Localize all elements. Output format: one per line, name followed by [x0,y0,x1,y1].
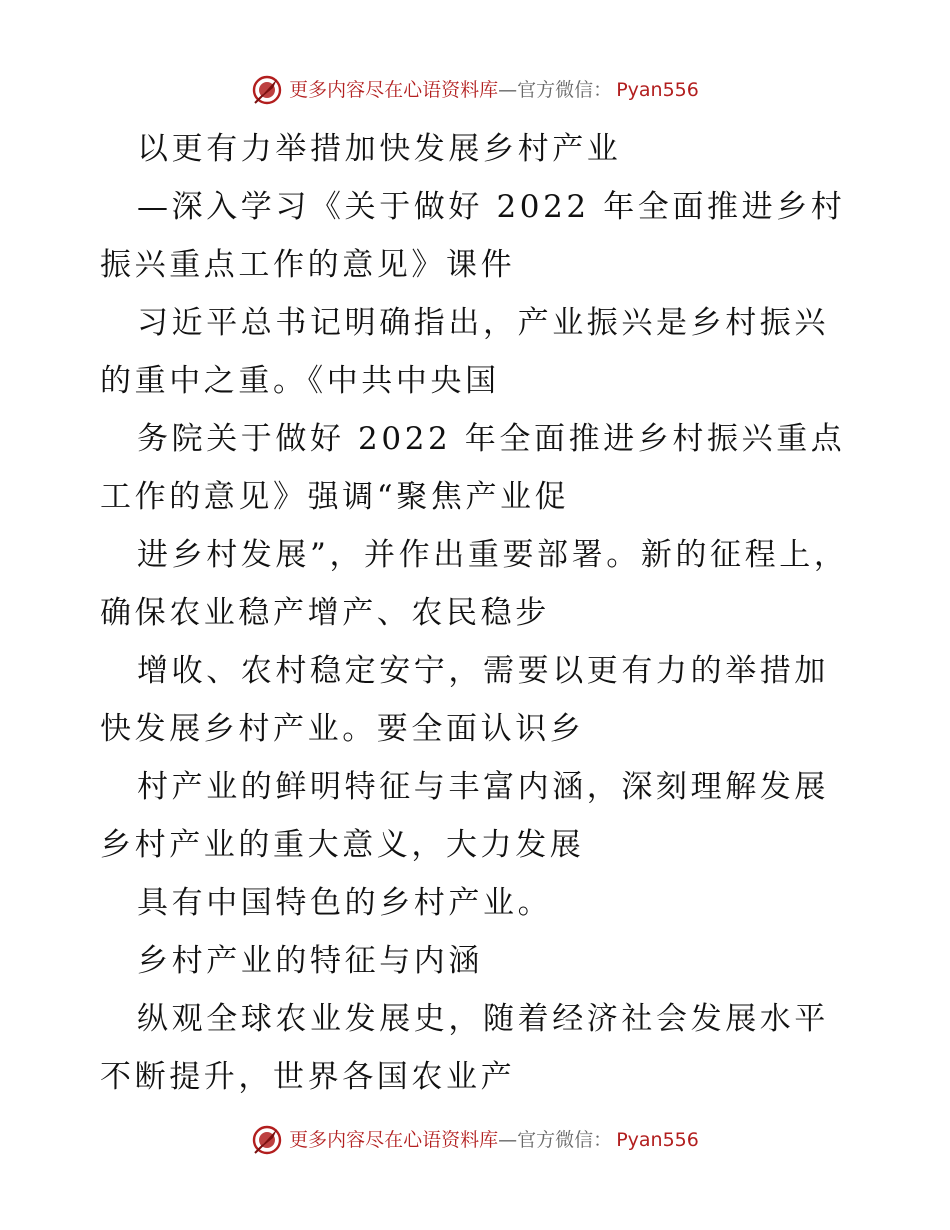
doc-subtitle: —深入学习《关于做好 2022 年全面推进乡村振兴重点工作的意见》课件 [100,189,846,283]
footer-watermark [0,1120,950,1160]
doc-paragraph: 增收、农村稳定安宁，需要以更有力的举措加快发展乡村产业。要全面认识乡 [100,653,829,747]
doc-paragraph: 务院关于做好 2022 年全面推进乡村振兴重点工作的意见》强调“聚焦产业促 [100,421,846,515]
watermark-dash: — [498,79,518,101]
doc-paragraph: 具有中国特色的乡村产业。 [137,885,553,921]
watermark-wechat-label: 官方微信： [517,1129,613,1151]
watermark-wechat-id: Pyan556 [616,79,699,101]
watermark-brand: 更多内容尽在心语资料库 [289,79,499,101]
doc-paragraph: 纵观全球农业发展史，随着经济社会发展水平不断提升，世界各国农业产 [100,1001,829,1095]
quill-seal-icon [251,74,283,106]
doc-paragraph: 习近平总书记明确指出，产业振兴是乡村振兴的重中之重。《中共中央国 [100,305,829,399]
watermark-dash: — [498,1129,518,1151]
watermark-brand: 更多内容尽在心语资料库 [289,1129,499,1151]
watermark-wechat-label: 官方微信： [517,79,613,101]
watermark-wechat-id: Pyan556 [616,1129,699,1151]
doc-paragraph: 村产业的鲜明特征与丰富内涵，深刻理解发展乡村产业的重大意义，大力发展 [100,769,829,863]
doc-title: 以更有力举措加快发展乡村产业 [137,131,622,167]
section-heading: 乡村产业的特征与内涵 [137,943,483,979]
document-body [100,120,860,1106]
doc-paragraph: 进乡村发展”，并作出重要部署。新的征程上，确保农业稳产增产、农民稳步 [100,537,849,631]
header-watermark [0,70,950,110]
quill-seal-icon [251,1124,283,1156]
